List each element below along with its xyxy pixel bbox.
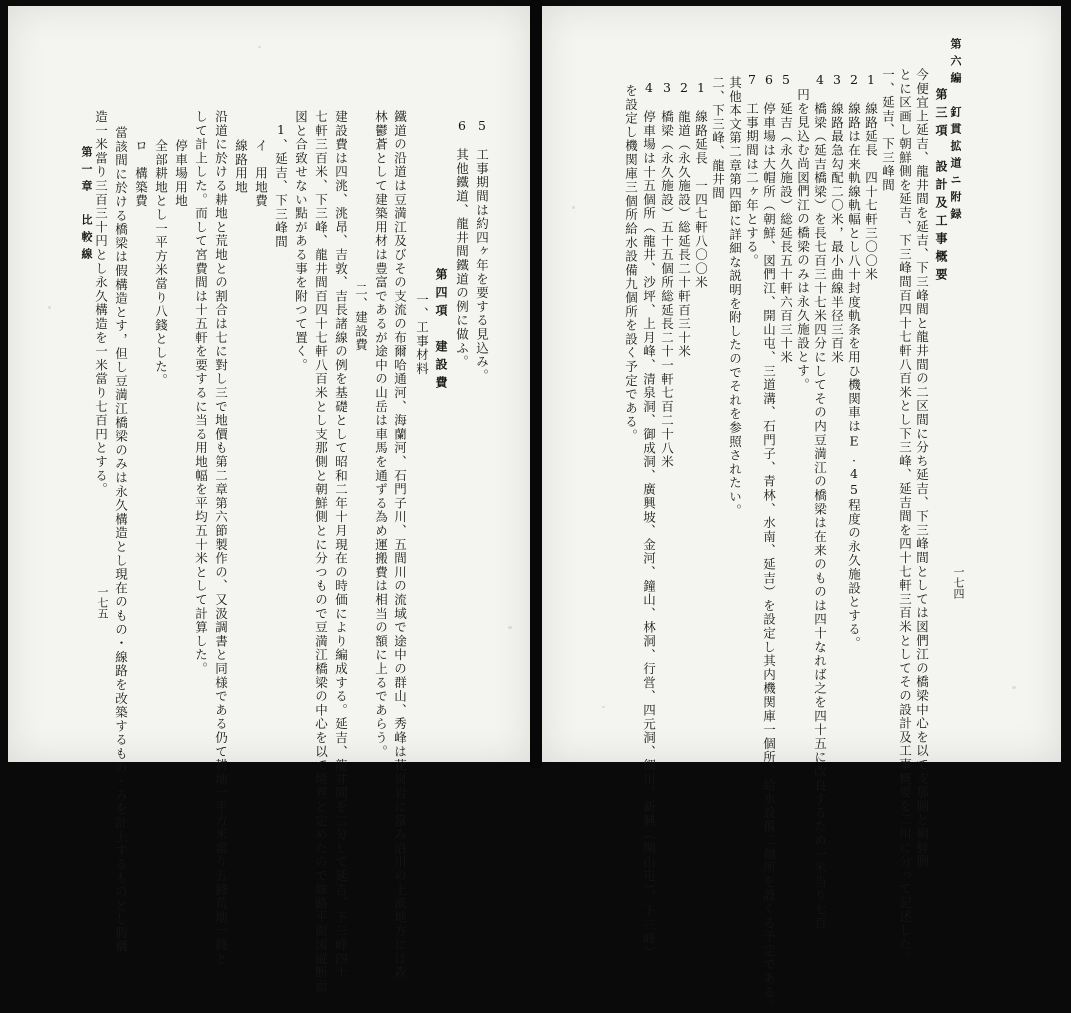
right-page-number: 一七四 xyxy=(952,566,965,599)
right-line-9: 円を見込む尚図們江の橋梁のみは永久施設とす。 xyxy=(795,88,811,392)
left-line-2: 6 其他鐵道、龍井間鐵道の例に做ふ。 xyxy=(454,118,470,369)
right-line-17: 3 橋梁（永久施設）五十五個所総延長二十一軒七百二十八米 xyxy=(659,80,675,469)
right-line-18: 4 停車場は十五個所（龍井、沙坪、上月峰、清泉洞、御成洞、廣興坡、金河、鐘山、林洞、行営、四元洞、細川、新興（開山屯）、下三峰） xyxy=(641,80,657,960)
right-page xyxy=(542,6,1061,1013)
left-line-1: 5 工事期間は約四ヶ年を要する見込み。 xyxy=(474,118,490,383)
right-line-11: 6 停車場は大帽所（朝鮮、図們江、開山屯、三道溝、石門子、青林、水南、延吉）を設定し其内機関庫一個所、給水設備二個所を設くる予定である。 xyxy=(761,72,777,1013)
right-line-15: 1 線路延長 一四七軒八〇〇米 xyxy=(693,80,709,290)
right-line-2: 今便宜上延吉、龍井間を延吉、下三峰間と龍井間の二区間に分ち延吉、下三峰間としては図們江の橋梁中心を以て支那側と朝鮮側 xyxy=(914,68,930,869)
right-line-14: 二、下三峰、龍井間 xyxy=(710,76,726,201)
left-line-17: 全部耕地とし一平方米當り八錢とした。 xyxy=(153,139,169,388)
right-line-13: 其他本文第二章第四節に詳細な説明を附したのでそれを参照されたい。 xyxy=(727,76,743,518)
left-line-8: 建設費は四洮、洮昂、吉敦、吉長諸線の例を基礎として昭和二年十月現在の時価により編成する。延吉、龍井間を二分して延吉、下三峰四十 xyxy=(333,110,349,980)
left-line-13: 線路用地 xyxy=(233,139,249,195)
right-line-10: 5 延吉（永久施設）総延長五十軒六百三十米 xyxy=(778,72,794,365)
right-line-7: 3 線路最急勾配二〇米，最小曲線半径三百米 xyxy=(829,72,845,365)
page-gutter xyxy=(530,0,542,768)
left-page-number: 一七五 xyxy=(96,586,109,619)
left-line-11: 1、延吉、下三峰間 xyxy=(273,122,289,249)
left-line-4: 一、工事材料 xyxy=(414,293,430,376)
left-line-6: 林鬱蒼として建築用材は豊富であるが途中の山岳は車馬を通ずる為め運搬費は相当の額に上るであらう。 xyxy=(373,110,389,759)
left-line-9: 七軒三百米、下三峰、龍井間百四十七軒八百米とし支那側と朝鮮側とに分つもので豆満江橋梁の中心を以て境界と定めたので線路平面図縦断面 xyxy=(313,110,329,994)
left-line-18: ロ 構築費 xyxy=(133,139,149,208)
right-line-12: 7 工事期間は二ヶ年とする。 xyxy=(744,72,760,268)
left-line-15: して計上した。而して宮費間は十五軒を要するに当る用地幅を平均五十米として計算した。 xyxy=(193,110,209,676)
right-line-16: 2 龍道（永久施設）総延長二十軒百三十米 xyxy=(676,80,692,359)
left-line-7: 二、建設費 xyxy=(353,283,369,352)
left-line-12: イ 用地費 xyxy=(253,139,269,208)
left-line-16: 停車場用地 xyxy=(173,139,189,208)
right-line-5: 1 線路延長 四十七軒三〇〇米 xyxy=(863,72,879,282)
right-line-4: 一、延吉、下三峰間 xyxy=(880,68,896,193)
left-running-header: 第一章 比較線 xyxy=(80,146,93,265)
right-line-3: とに区画し朝鮮側を延吉、下三峰間百四十七軒八百米とし下三峰、延吉間を四十七軒三百米としてその設計及工事概要を二川に分って記述した。 xyxy=(897,68,913,965)
left-line-10: 図と合致せない點がある事を附つて置く。 xyxy=(293,110,309,373)
left-line-14: 沿道に於ける耕地と荒地との割合は七に對し三で地價も第二章第六節製作の、又汲調書と同様である仍て耕地一平方米當り五錢荒地一錢と xyxy=(213,110,229,966)
left-subsection-heading: 第四項 建設費 xyxy=(434,268,448,394)
left-line-19: 當該間に於ける橋梁は假構造とす，但し豆満江橋梁のみは永久構造とし現在のもの・線路を改築するもの・みを計上するものとし假構 xyxy=(113,126,129,954)
right-section-heading: 第三項 設計及工事概要 xyxy=(934,88,948,286)
left-line-5: 鐵道の沿道は豆満江及びその支流の布爾哈通河、海蘭河、石門子川、五間川の流域で途中の群山、秀峰は花崗岩に富み沿川の上流地方には森 xyxy=(392,110,408,980)
left-line-20: 造一米當り三百三十円とし永久構造を一米當り七百円とする。 xyxy=(93,110,109,497)
left-page xyxy=(8,6,530,994)
right-running-header: 第六編 釘貫拡道ニ附録 xyxy=(949,38,962,225)
right-line-19: を設定し機関庫三個所給水設備九個所を設く予定である。 xyxy=(623,84,639,443)
right-line-6: 2 線路は在来軌線軌幅とし八十封度軌条を用ひ機関車はE.45程度の永久施設とする。 xyxy=(846,72,862,651)
right-line-8: 4 橋梁（延吉橋梁）を長七百三十七米四分にしてその内豆満江の橋梁は在来のものは四十なれば之を四十五に改良するため一米当り七百 xyxy=(812,72,828,931)
